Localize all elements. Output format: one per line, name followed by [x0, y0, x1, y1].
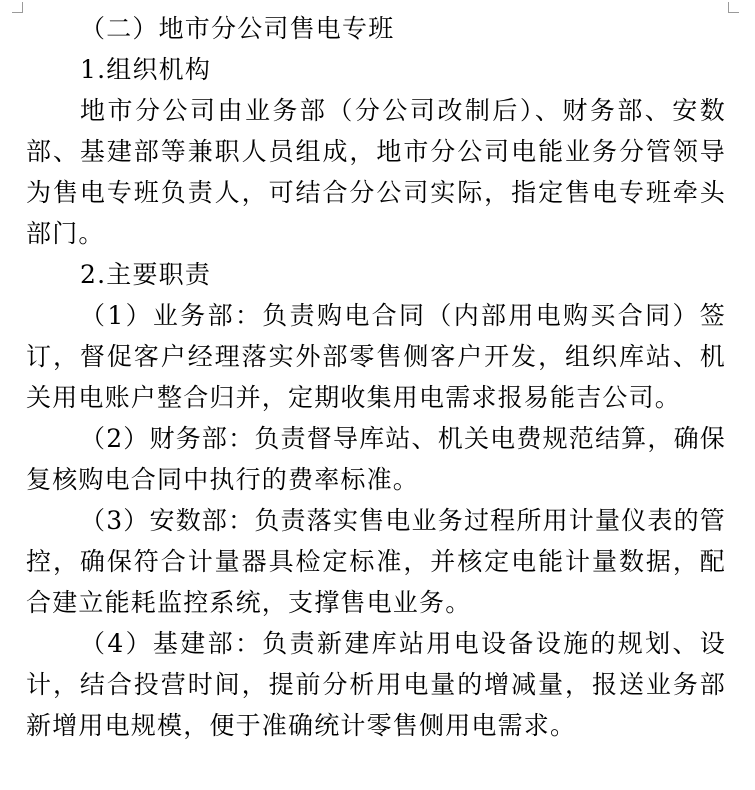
duty-finance-department: （2）财务部：负责督导库站、机关电费规范结算，确保复核购电合同中执行的费率标准。 — [26, 424, 726, 494]
document-body — [26, 8, 726, 746]
subsection-title-organization: 1.组织机构 — [80, 55, 212, 84]
subsection-title-responsibilities: 2.主要职责 — [80, 260, 212, 289]
duty-construction-department: （4）基建部：负责新建库站用电设备设施的规划、设计，结合投营时间，提前分析用电量的增减量，报送业务部新增用电规模，便于准确统计零售侧用电需求。 — [26, 629, 726, 740]
duty-business-department: （1）业务部：负责购电合同（内部用电购买合同）签订，督促客户经理落实外部零售侧客户开发，组织库站、机关用电账户整合归并，定期收集用电需求报易能吉公司。 — [26, 301, 726, 412]
organization-paragraph: 地市分公司由业务部（分公司改制后）、财务部、安数部、基建部等兼职人员组成，地市分公司电能业务分管领导为售电专班负责人，可结合分公司实际，指定售电专班牵头部门。 — [26, 96, 726, 248]
crop-mark-top-right — [728, 2, 739, 13]
duty-safety-data-department: （3）安数部：负责落实售电业务过程所用计量仪表的管控，确保符合计量器具检定标准，并核定电能计量数据，配合建立能耗监控系统，支撑售电业务。 — [26, 506, 726, 617]
section-title: （二）地市分公司售电专班 — [80, 14, 395, 43]
crop-mark-top-left — [12, 2, 23, 13]
